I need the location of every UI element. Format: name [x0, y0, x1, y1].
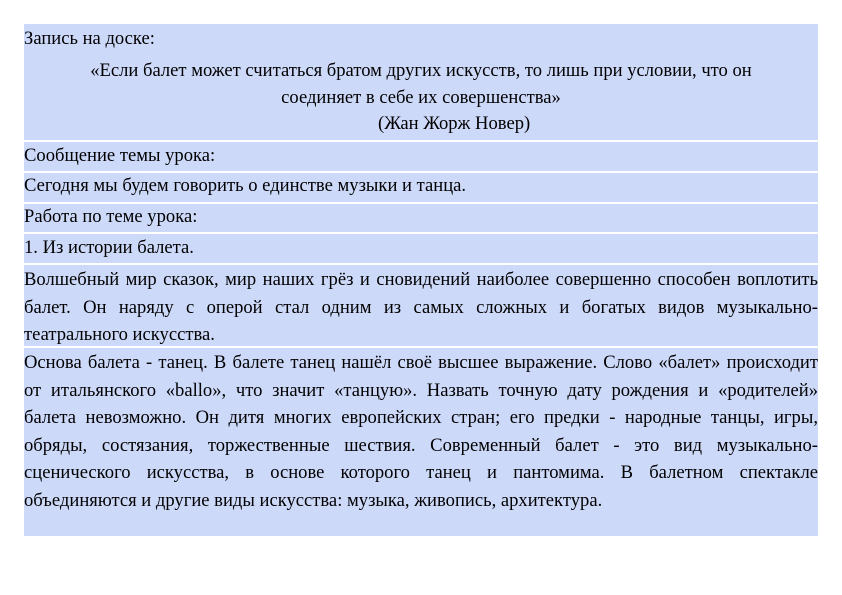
separator — [24, 263, 818, 265]
quote-line-2: соединяет в себе их совершенства» — [281, 87, 561, 108]
separator — [24, 232, 818, 234]
separator — [24, 346, 818, 348]
topic-heading: Сообщение темы урока: — [24, 145, 216, 166]
lesson-text-panel — [24, 24, 818, 536]
quote-line-1: «Если балет может считаться братом других искусств, то лишь при условии, что он — [90, 60, 752, 81]
separator — [24, 140, 818, 142]
board-heading: Запись на доске: — [24, 28, 155, 49]
paragraph-ballet-world: Волшебный мир сказок, мир наших грёз и сновидений наиболее совершенно способен воплотить балет. Он наряду с оперой стал одним из самых сложных и богатых видов музыкально-театрального искусства. — [24, 269, 818, 345]
paragraph-ballet-basis: Основа балета - танец. В балете танец нашёл своё высшее выражение. Слово «балет» происходит от итальянского «ballo», что значит «танцую». Назвать точную дату рождения и «родителей» балета невозможно. Он дитя многих европейских стран; его предки - народные танцы, игры, обряды, состязания, торжественные шествия. Современный балет - это вид музыкально-сценического искусства, в основе которого танец и пантомима. В балетном спектакле объединяются и другие виды искусства: музыка, живопись, архитектура. — [24, 352, 818, 511]
quote-author: (Жан Жорж Новер) — [378, 113, 531, 134]
topic-text: Сегодня мы будем говорить о единстве музыки и танца. — [24, 175, 467, 196]
work-heading: Работа по теме урока: — [24, 206, 198, 227]
section-title: 1. Из истории балета. — [24, 237, 194, 258]
